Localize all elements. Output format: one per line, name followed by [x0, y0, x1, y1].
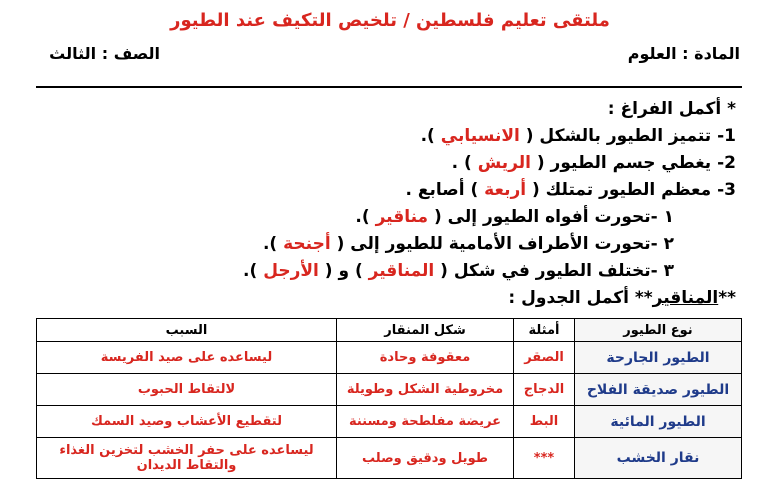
- header-divider: [36, 86, 742, 88]
- cell-reason: لالتقاط الحبوب: [37, 374, 337, 406]
- table-row: [37, 342, 742, 374]
- cell-example: البط: [514, 406, 575, 438]
- beaks-table: [36, 318, 742, 479]
- cell-type: الطيور المائية: [575, 406, 742, 438]
- answer: أربعة: [484, 180, 527, 200]
- answer: مناقير: [375, 207, 429, 227]
- table-row: [37, 374, 742, 406]
- fill-blank-heading: * أكمل الفراغ :: [607, 99, 736, 119]
- cell-shape: معقوفة وحادة: [337, 342, 514, 374]
- cell-type: الطيور الجارحة: [575, 342, 742, 374]
- page-title: ملتقى تعليم فلسطين / تلخيص التكيف عند الطيور: [170, 10, 610, 31]
- cell-type: الطيور صديقة الفلاح: [575, 374, 742, 406]
- header-type: نوع الطيور: [575, 319, 742, 342]
- subject-label: المادة : العلوم: [627, 44, 740, 63]
- fill-item-4: ١ -تحورت أفواه الطيور إلى ( مناقير ).: [355, 207, 674, 227]
- fill-blank-section: [36, 96, 736, 312]
- fill-item-6: ٣ -تختلف الطيور في شكل ( المناقير ) و ( الأرجل ).: [243, 261, 674, 281]
- table-section-heading: **المناقير** أكمل الجدول :: [508, 288, 736, 308]
- answer: الأرجل: [263, 261, 319, 281]
- fill-item-5: ٢ -تحورت الأطراف الأمامية للطيور إلى ( أجنحة ).: [262, 234, 674, 254]
- cell-example: الصقر: [514, 342, 575, 374]
- fill-item-2: 2- يغطي جسم الطيور ( الريش ) .: [451, 153, 736, 173]
- header-reason: السبب: [37, 319, 337, 342]
- cell-reason: ليساعده على حفر الخشب لتخزين الغذاء والتقاط الديدان: [37, 438, 337, 479]
- header-shape: شكل المنقار: [337, 319, 514, 342]
- answer: أجنحة: [283, 234, 331, 254]
- cell-reason: لتقطيع الأعشاب وصيد السمك: [37, 406, 337, 438]
- cell-reason: ليساعده على صيد الفريسة: [37, 342, 337, 374]
- header-example: أمثلة: [514, 319, 575, 342]
- fill-item-3: 3- معظم الطيور تمتلك ( أربعة ) أصابع .: [405, 180, 736, 200]
- table-row: [37, 438, 742, 479]
- cell-shape: طويل ودقيق وصلب: [337, 438, 514, 479]
- fill-item-1: 1- تتميز الطيور بالشكل ( الانسيابي ).: [420, 126, 736, 146]
- answer: المناقير: [368, 261, 435, 281]
- cell-example: الدجاج: [514, 374, 575, 406]
- cell-type: نقار الخشب: [575, 438, 742, 479]
- cell-example: ***: [514, 438, 575, 479]
- cell-shape: مخروطية الشكل وطويلة: [337, 374, 514, 406]
- answer: الريش: [477, 153, 531, 173]
- cell-shape: عريضة مفلطحة ومسننة: [337, 406, 514, 438]
- grade-label: الصف : الثالث: [49, 44, 160, 63]
- answer: الانسيابي: [440, 126, 520, 146]
- table-row: [37, 406, 742, 438]
- table-header-row: [37, 319, 742, 342]
